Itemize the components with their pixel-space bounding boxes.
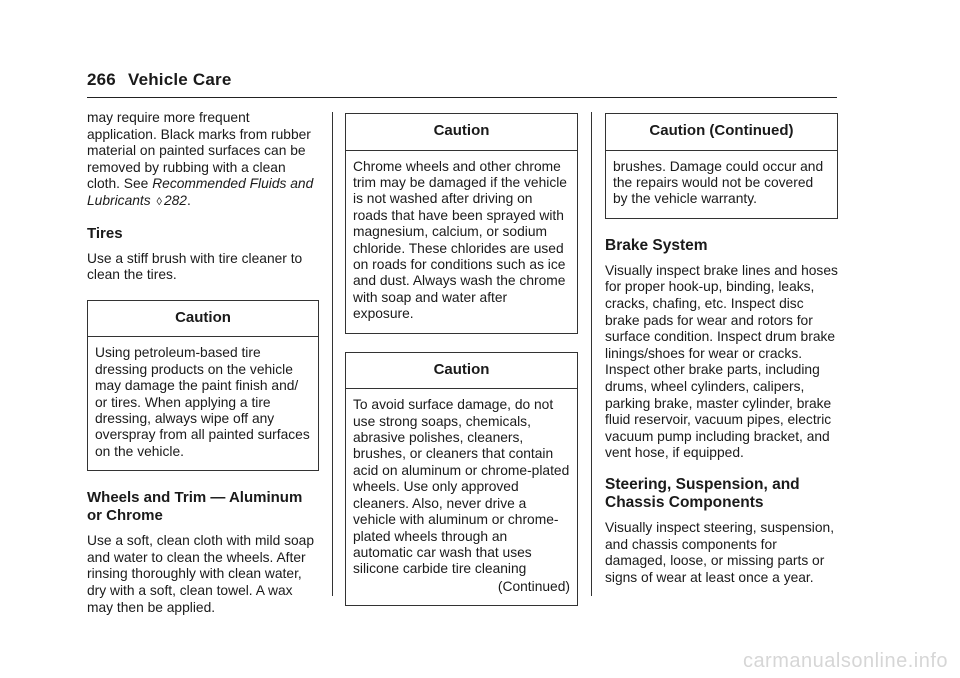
wheels-paragraph: Use a soft, clean cloth with mild soap and water to clean the wheels. After rinsing thoroughly with clean water, dry with a soft, clean towel. A wax may then be applied. [87,533,314,615]
caution-text: Chrome wheels and other chrome trim may be damaged if the vehicle is not washed after driving on roads that have been sprayed with magnesium, calcium, or sodium chloride. These chlorides are used on roads for conditions such as ice and dust. Always wash the chrome with soap and water after exposure. [353,158,567,322]
page-ref-icon: ◊ [156,195,162,208]
steering-heading: Steering, Suspension, and Chassis Components [605,475,800,511]
brake-paragraph: Visually inspect brake lines and hoses for proper hook-up, binding, leaks, cracks, chafing, etc. Inspect disc brake pads for wear and rotors for surface condition. Inspect drum brake linings/shoes for wear or cracks. Inspect other brake parts, including drums, wheel cylinders, calipers, parking brake, master cylinder, brake fluid reservoir, vacuum pipes, electric vacuum pump including bracket, and vent hose, if equipped. [605,262,838,461]
column-divider-1 [332,112,333,596]
caution-box-continued [605,113,838,219]
caution-box-chrome [345,113,578,334]
brake-heading: Brake System [605,236,708,254]
page-number: 266 [87,70,116,89]
caution-title: Caution [346,114,577,151]
column-3 [605,113,838,586]
caution-title: Caution (Continued) [606,114,837,151]
steering-paragraph: Visually inspect steering, suspension, and chassis components for damaged, loose, or missing parts or signs of wear at least once a year. [605,519,835,585]
intro-end: . [186,192,191,208]
caution-title: Caution [346,353,577,390]
caution-text: brushes. Damage could occur and the repairs would not be covered by the vehicle warranty. [613,158,824,207]
caution-text [346,389,577,605]
caution-text: Using petroleum-based tire dressing products on the vehicle may damage the paint finish and/ or tires. When applying a tire dressing, always wipe off any overspray from all painted surfaces on the vehicle. [95,345,310,459]
continued-label: (Continued) [497,578,570,594]
caution-title: Caution [88,301,318,338]
page-ref-number[interactable]: 282 [163,192,187,208]
watermark: carmanualsonline.info [742,650,948,672]
caution-box-surface [345,352,578,606]
intro-paragraph [87,110,319,211]
page-header [87,70,232,90]
wheels-heading: Wheels and Trim — Aluminum or Chrome [87,489,303,525]
caution-body: To avoid surface damage, do not use strong soaps, chemicals, abrasive polishes, cleaners, brushes, or cleaners that contain acid on aluminum or chrome-plated wheels. Use only approved cleaners. Also, never drive a vehicle with aluminum or chrome-plated wheels through an automatic car wash that uses silicone carbide tire cleaning [353,397,570,577]
caution-box-tires [87,300,319,471]
column-divider-2 [591,112,592,596]
header-rule [87,97,837,98]
section-title: Vehicle Care [127,70,232,89]
column-2 [345,113,578,606]
tires-heading: Tires [87,224,123,242]
intro-text: may require more frequent application. Black marks from rubber material on painted surfaces can be removed by rubbing with a clean cloth. See [87,110,311,192]
tires-paragraph: Use a stiff brush with tire cleaner to clean the tires. [87,250,303,283]
recommended-fluids-link[interactable]: Recommended Fluids and Lubricants [87,176,314,208]
column-1 [87,110,319,616]
